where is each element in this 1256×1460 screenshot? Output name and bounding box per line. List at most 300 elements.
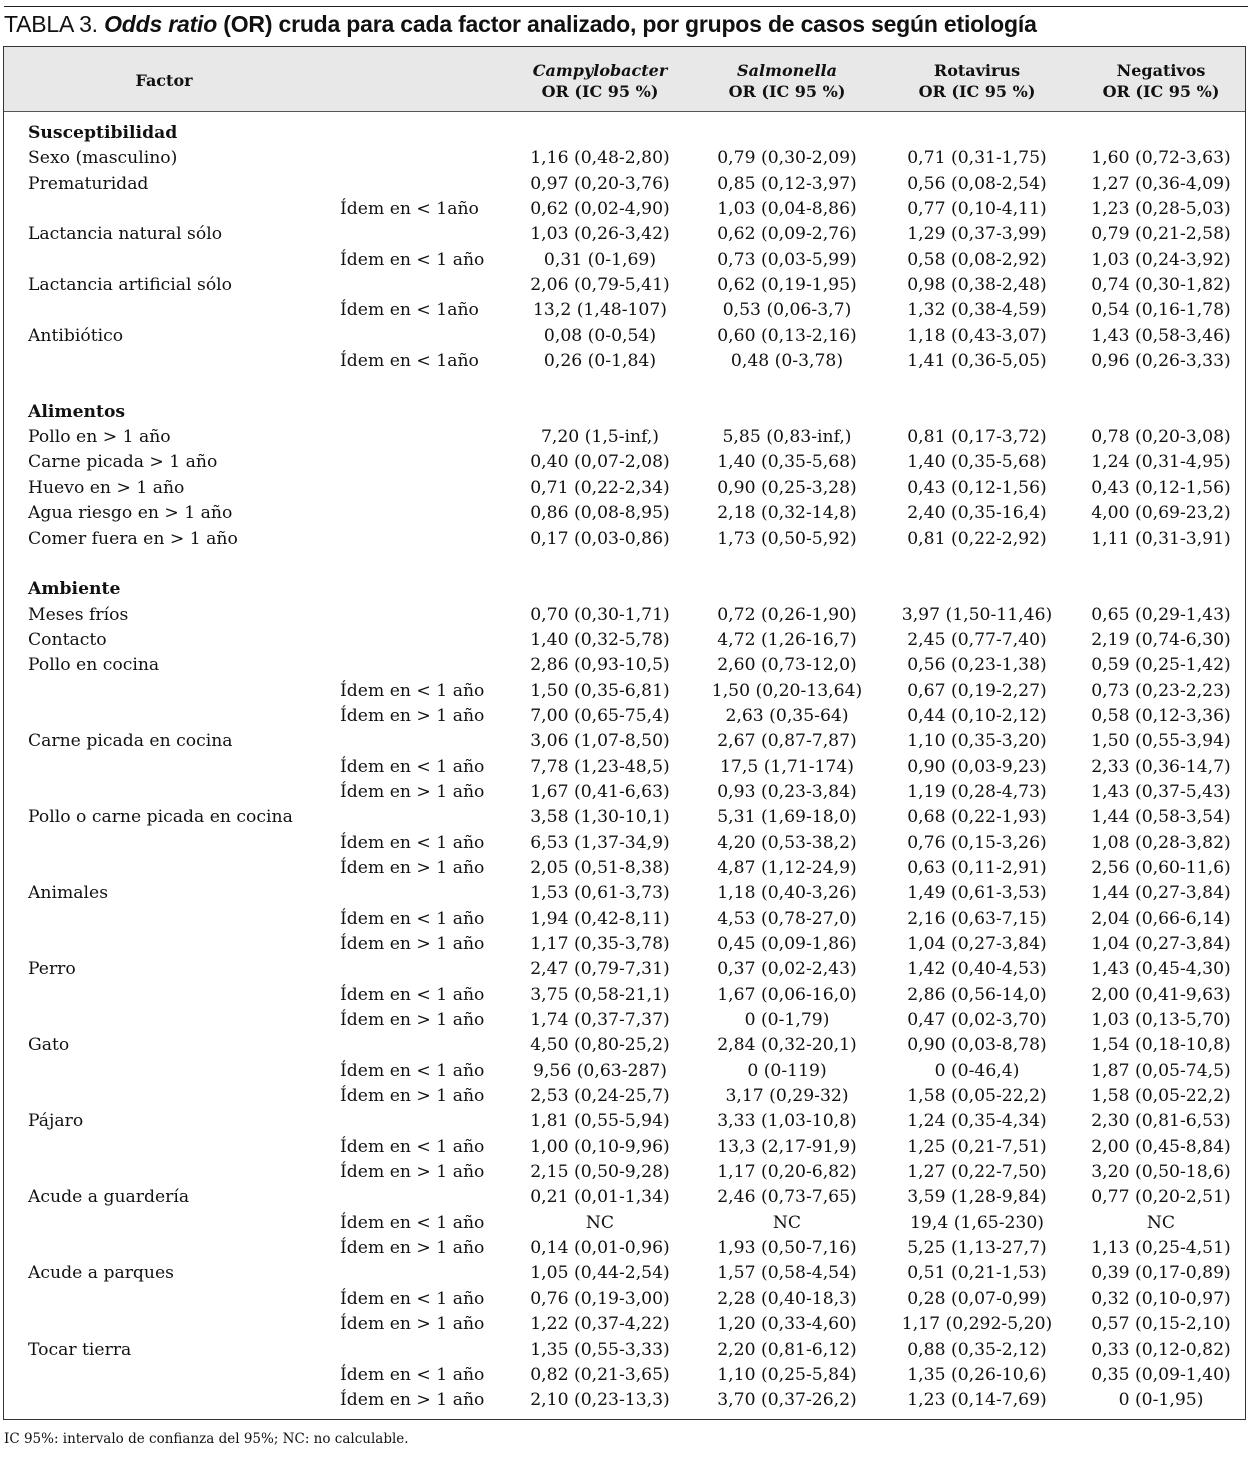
or-cell-rotavirus: 3,97 (1,50-11,46): [901, 604, 1053, 625]
header-col-name: Salmonella: [737, 61, 837, 80]
or-cell-rotavirus: 2,86 (0,56-14,0): [907, 984, 1047, 1005]
table-title: [4, 11, 1037, 38]
table-row: [4, 1261, 1245, 1286]
or-cell-negativos: 2,30 (0,81-6,53): [1091, 1111, 1231, 1132]
table-row: [4, 1312, 1245, 1337]
table-row: [4, 983, 1245, 1008]
or-cell-campylobacter: 3,06 (1,07-8,50): [530, 731, 670, 752]
or-cell-negativos: 1,44 (0,58-3,54): [1091, 807, 1231, 828]
table-row: [4, 679, 1245, 704]
or-cell-negativos: 0,96 (0,26-3,33): [1091, 351, 1231, 372]
or-cell-campylobacter: 2,86 (0,93-10,5): [530, 655, 670, 676]
table-label: TABLA 3.: [4, 11, 98, 37]
or-cell-campylobacter: 2,15 (0,50-9,28): [530, 1162, 670, 1183]
factor-cell: Carne picada en cocina: [28, 731, 233, 752]
or-cell-campylobacter: 1,50 (0,35-6,81): [530, 680, 670, 701]
or-cell-campylobacter: 2,10 (0,23-13,3): [530, 1390, 670, 1411]
or-cell-rotavirus: 0,56 (0,08-2,54): [907, 173, 1047, 194]
or-cell-salmonella: 3,70 (0,37-26,2): [717, 1390, 857, 1411]
or-cell-salmonella: 5,85 (0,83-inf,): [722, 427, 852, 448]
subgroup-cell: Ídem en > 1 año: [340, 1390, 485, 1411]
or-cell-negativos: 0,59 (0,25-1,42): [1091, 655, 1231, 676]
factor-cell: Huevo en > 1 año: [28, 477, 185, 498]
footnote: IC 95%: intervalo de confianza del 95%; NC: no calculable.: [4, 1431, 409, 1447]
or-cell-salmonella: 1,10 (0,25-5,84): [717, 1364, 857, 1385]
or-cell-rotavirus: 0,63 (0,11-2,91): [907, 857, 1047, 878]
table-row: [4, 1363, 1245, 1388]
table-row: [4, 1338, 1245, 1363]
subgroup-cell: Ídem en < 1 año: [340, 249, 485, 270]
or-cell-campylobacter: 1,03 (0,26-3,42): [530, 224, 670, 245]
or-cell-campylobacter: 1,67 (0,41-6,63): [530, 781, 670, 802]
table-row: [4, 1236, 1245, 1261]
table-row: [4, 146, 1245, 171]
or-cell-campylobacter: 0,26 (0-1,84): [543, 351, 657, 372]
or-cell-salmonella: 0,37 (0,02-2,43): [717, 959, 857, 980]
subgroup-cell: Ídem en > 1 año: [340, 1010, 485, 1031]
or-cell-salmonella: 0,62 (0,09-2,76): [717, 224, 857, 245]
or-cell-salmonella: 0,53 (0,06-3,7): [722, 300, 852, 321]
subgroup-cell: Ídem en < 1año: [340, 300, 479, 321]
subgroup-cell: Ídem en < 1 año: [340, 832, 485, 853]
subgroup-cell: Ídem en > 1 año: [340, 857, 485, 878]
or-cell-rotavirus: 0,58 (0,08-2,92): [907, 249, 1047, 270]
section-title: Ambiente: [28, 579, 121, 600]
table-row: [4, 805, 1245, 830]
table-row: [4, 729, 1245, 754]
header-or-label: OR (IC 95 %): [728, 82, 846, 101]
or-cell-salmonella: 4,20 (0,53-38,2): [717, 832, 857, 853]
or-cell-negativos: 1,24 (0,31-4,95): [1091, 452, 1231, 473]
or-cell-campylobacter: 1,40 (0,32-5,78): [530, 629, 670, 650]
or-cell-campylobacter: 1,53 (0,61-3,73): [530, 883, 670, 904]
subgroup-cell: Ídem en < 1 año: [340, 1060, 485, 1081]
factor-cell: Tocar tierra: [28, 1339, 132, 1360]
or-cell-negativos: 1,43 (0,45-4,30): [1091, 959, 1231, 980]
header-factor: Factor: [135, 71, 193, 90]
or-cell-salmonella: 1,20 (0,33-4,60): [717, 1314, 857, 1335]
or-cell-negativos: 1,43 (0,58-3,46): [1091, 325, 1231, 346]
table-header: [4, 47, 1245, 112]
or-cell-campylobacter: 2,53 (0,24-25,7): [530, 1086, 670, 1107]
or-cell-campylobacter: 7,00 (0,65-75,4): [530, 705, 670, 726]
subgroup-cell: Ídem en > 1 año: [340, 705, 485, 726]
or-cell-rotavirus: 1,40 (0,35-5,68): [907, 452, 1047, 473]
or-cell-campylobacter: 1,74 (0,37-7,37): [530, 1010, 670, 1031]
or-cell-salmonella: 2,84 (0,32-20,1): [717, 1035, 857, 1056]
or-cell-negativos: 2,19 (0,74-6,30): [1091, 629, 1231, 650]
subgroup-cell: Ídem en > 1 año: [340, 1314, 485, 1335]
or-cell-salmonella: 1,18 (0,40-3,26): [717, 883, 857, 904]
subgroup-cell: Ídem en < 1 año: [340, 908, 485, 929]
table-row: [4, 1211, 1245, 1236]
factor-cell: Acude a guardería: [28, 1187, 190, 1208]
or-cell-salmonella: 2,20 (0,81-6,12): [717, 1339, 857, 1360]
or-cell-rotavirus: 1,19 (0,28-4,73): [907, 781, 1047, 802]
or-cell-rotavirus: 1,24 (0,35-4,34): [907, 1111, 1047, 1132]
or-cell-salmonella: 5,31 (1,69-18,0): [717, 807, 857, 828]
factor-cell: Animales: [28, 883, 109, 904]
header-salmonella: [697, 60, 877, 102]
table-row: [4, 1185, 1245, 1210]
table-row: [4, 1160, 1245, 1185]
or-cell-salmonella: 1,17 (0,20-6,82): [717, 1162, 857, 1183]
or-cell-campylobacter: 2,47 (0,79-7,31): [530, 959, 670, 980]
or-cell-negativos: 2,04 (0,66-6,14): [1091, 908, 1231, 929]
or-cell-campylobacter: 0,62 (0,02-4,90): [530, 199, 670, 220]
or-cell-negativos: 1,27 (0,36-4,09): [1091, 173, 1231, 194]
subgroup-cell: Ídem en < 1año: [340, 199, 479, 220]
table-body: [4, 121, 1245, 1414]
section-title: Alimentos: [28, 401, 126, 422]
or-cell-rotavirus: 0,43 (0,12-1,56): [907, 477, 1047, 498]
or-cell-rotavirus: 0,90 (0,03-9,23): [907, 756, 1047, 777]
table-row: [4, 704, 1245, 729]
or-cell-salmonella: 0,85 (0,12-3,97): [717, 173, 857, 194]
subgroup-cell: Ídem en < 1 año: [340, 1212, 485, 1233]
table-row: [4, 349, 1245, 374]
or-cell-rotavirus: 0,68 (0,22-1,93): [907, 807, 1047, 828]
or-cell-negativos: 3,20 (0,50-18,6): [1091, 1162, 1231, 1183]
or-cell-salmonella: 2,18 (0,32-14,8): [717, 503, 857, 524]
table-row: [4, 501, 1245, 526]
factor-cell: Lactancia natural sólo: [28, 224, 223, 245]
or-cell-campylobacter: 7,78 (1,23-48,5): [530, 756, 670, 777]
or-cell-campylobacter: 4,50 (0,80-25,2): [530, 1035, 670, 1056]
or-cell-rotavirus: 19,4 (1,65-230): [909, 1212, 1045, 1233]
section-spacer: [4, 552, 1245, 577]
or-cell-rotavirus: 0,56 (0,23-1,38): [907, 655, 1047, 676]
or-cell-rotavirus: 2,45 (0,77-7,40): [907, 629, 1047, 650]
section-row: [4, 577, 1245, 602]
factor-cell: Comer fuera en > 1 año: [28, 528, 238, 549]
or-cell-campylobacter: 1,00 (0,10-9,96): [530, 1136, 670, 1157]
or-cell-salmonella: 0 (0-119): [747, 1060, 827, 1081]
header-rotavirus: [887, 60, 1067, 102]
factor-cell: Pájaro: [28, 1111, 84, 1132]
or-cell-rotavirus: 2,16 (0,63-7,15): [907, 908, 1047, 929]
or-cell-negativos: 1,43 (0,37-5,43): [1091, 781, 1231, 802]
or-cell-salmonella: 1,40 (0,35-5,68): [717, 452, 857, 473]
section-row: [4, 121, 1245, 146]
or-cell-rotavirus: 0,44 (0,10-2,12): [907, 705, 1047, 726]
or-cell-salmonella: 0,60 (0,13-2,16): [717, 325, 857, 346]
or-cell-campylobacter: 6,53 (1,37-34,9): [530, 832, 670, 853]
header-or-label: OR (IC 95 %): [1102, 82, 1220, 101]
table-row: [4, 248, 1245, 273]
header-or-label: OR (IC 95 %): [541, 82, 659, 101]
table-row: [4, 222, 1245, 247]
subgroup-cell: Ídem en > 1 año: [340, 1086, 485, 1107]
or-cell-negativos: 0,73 (0,23-2,23): [1091, 680, 1231, 701]
or-cell-campylobacter: 0,97 (0,20-3,76): [530, 173, 670, 194]
or-cell-rotavirus: 1,49 (0,61-3,53): [907, 883, 1047, 904]
or-cell-negativos: 0,32 (0,10-0,97): [1091, 1288, 1231, 1309]
table-row: [4, 628, 1245, 653]
or-cell-campylobacter: 13,2 (1,48-107): [532, 300, 668, 321]
header-or-label: OR (IC 95 %): [918, 82, 1036, 101]
or-cell-rotavirus: 0,81 (0,17-3,72): [907, 427, 1047, 448]
or-cell-negativos: 0,57 (0,15-2,10): [1091, 1314, 1231, 1335]
factor-cell: Lactancia artificial sólo: [28, 275, 233, 296]
table-row: [4, 831, 1245, 856]
or-cell-rotavirus: 1,27 (0,22-7,50): [907, 1162, 1047, 1183]
or-cell-negativos: 1,44 (0,27-3,84): [1091, 883, 1231, 904]
or-cell-salmonella: 4,53 (0,78-27,0): [717, 908, 857, 929]
header-campylobacter: [510, 60, 690, 102]
table-row: [4, 907, 1245, 932]
or-cell-rotavirus: 0,76 (0,15-3,26): [907, 832, 1047, 853]
or-cell-campylobacter: 0,70 (0,30-1,71): [530, 604, 670, 625]
or-cell-negativos: 1,04 (0,27-3,84): [1091, 934, 1231, 954]
section-spacer: [4, 374, 1245, 399]
table-row: [4, 1084, 1245, 1109]
or-cell-salmonella: 1,57 (0,58-4,54): [717, 1263, 857, 1284]
table-row: [4, 273, 1245, 298]
or-cell-salmonella: 13,3 (2,17-91,9): [717, 1136, 857, 1157]
subgroup-cell: Ídem en < 1 año: [340, 1136, 485, 1157]
factor-cell: Acude a parques: [28, 1263, 174, 1284]
or-cell-salmonella: 2,67 (0,87-7,87): [717, 731, 857, 752]
or-cell-rotavirus: 1,25 (0,21-7,51): [907, 1136, 1047, 1157]
or-cell-salmonella: 0,45 (0,09-1,86): [717, 934, 857, 954]
or-cell-salmonella: 0 (0-1,79): [744, 1010, 830, 1031]
or-cell-rotavirus: 0,81 (0,22-2,92): [907, 528, 1047, 549]
or-cell-salmonella: 1,67 (0,06-16,0): [717, 984, 857, 1005]
subgroup-cell: Ídem en < 1 año: [340, 1364, 485, 1385]
or-cell-campylobacter: 0,17 (0,03-0,86): [530, 528, 670, 549]
top-rule: [4, 6, 1248, 7]
factor-cell: Carne picada > 1 año: [28, 452, 218, 473]
or-cell-salmonella: 1,73 (0,50-5,92): [717, 528, 857, 549]
or-cell-campylobacter: 2,05 (0,51-8,38): [530, 857, 670, 878]
header-col-name: Campylobacter: [532, 61, 668, 80]
or-cell-rotavirus: 0,51 (0,21-1,53): [907, 1263, 1047, 1284]
section-row: [4, 400, 1245, 425]
factor-cell: Sexo (masculino): [28, 148, 178, 169]
table-frame: [3, 46, 1246, 1420]
or-cell-negativos: 0,54 (0,16-1,78): [1091, 300, 1231, 321]
factor-cell: Meses fríos: [28, 604, 129, 625]
or-cell-campylobacter: 1,94 (0,42-8,11): [530, 908, 670, 929]
or-cell-rotavirus: 0,98 (0,38-2,48): [907, 275, 1047, 296]
or-cell-rotavirus: 1,04 (0,27-3,84): [907, 934, 1047, 954]
or-cell-negativos: 0,77 (0,20-2,51): [1091, 1187, 1231, 1208]
or-cell-negativos: 0 (0-1,95): [1118, 1390, 1204, 1411]
or-cell-negativos: 4,00 (0,69-23,2): [1091, 503, 1231, 524]
or-cell-campylobacter: 1,05 (0,44-2,54): [530, 1263, 670, 1284]
or-cell-salmonella: 1,50 (0,20-13,64): [711, 680, 863, 701]
or-cell-campylobacter: 0,21 (0,01-1,34): [530, 1187, 670, 1208]
factor-cell: Perro: [28, 959, 76, 980]
or-cell-salmonella: 4,72 (1,26-16,7): [717, 629, 857, 650]
table-row: [4, 1008, 1245, 1033]
or-cell-negativos: 1,87 (0,05-74,5): [1091, 1060, 1231, 1081]
or-cell-campylobacter: 3,58 (1,30-10,1): [530, 807, 670, 828]
or-cell-salmonella: 2,60 (0,73-12,0): [717, 655, 857, 676]
table-row: [4, 1388, 1245, 1413]
factor-cell: Antibiótico: [28, 325, 124, 346]
subgroup-cell: Ídem en < 1 año: [340, 680, 485, 701]
or-cell-rotavirus: 0 (0-46,4): [934, 1060, 1020, 1081]
or-cell-salmonella: 1,93 (0,50-7,16): [717, 1238, 857, 1259]
or-cell-rotavirus: 0,88 (0,35-2,12): [907, 1339, 1047, 1360]
table-row: [4, 780, 1245, 805]
table-row: [4, 450, 1245, 475]
or-cell-salmonella: 0,79 (0,30-2,09): [717, 148, 857, 169]
factor-cell: Pollo en cocina: [28, 655, 160, 676]
or-cell-salmonella: 0,90 (0,25-3,28): [717, 477, 857, 498]
or-cell-negativos: 2,56 (0,60-11,6): [1091, 857, 1231, 878]
or-cell-rotavirus: 0,71 (0,31-1,75): [907, 148, 1047, 169]
or-cell-salmonella: 0,62 (0,19-1,95): [717, 275, 857, 296]
or-cell-campylobacter: 0,76 (0,19-3,00): [530, 1288, 670, 1309]
table-row: [4, 527, 1245, 552]
or-cell-rotavirus: 0,67 (0,19-2,27): [907, 680, 1047, 701]
table-row: [4, 653, 1245, 678]
table-row: [4, 755, 1245, 780]
or-cell-rotavirus: 0,77 (0,10-4,11): [907, 199, 1047, 220]
or-cell-rotavirus: 1,32 (0,38-4,59): [907, 300, 1047, 321]
header-negativos: [1071, 60, 1251, 102]
factor-cell: Gato: [28, 1035, 70, 1056]
or-cell-negativos: 0,65 (0,29-1,43): [1091, 604, 1231, 625]
or-cell-rotavirus: 1,42 (0,40-4,53): [907, 959, 1047, 980]
or-cell-campylobacter: NC: [585, 1212, 615, 1233]
or-cell-campylobacter: 1,22 (0,37-4,22): [530, 1314, 670, 1335]
title-emphasis: Odds ratio: [104, 11, 218, 37]
or-cell-negativos: 1,50 (0,55-3,94): [1091, 731, 1231, 752]
or-cell-campylobacter: 1,17 (0,35-3,78): [530, 934, 670, 954]
or-cell-negativos: 1,23 (0,28-5,03): [1091, 199, 1231, 220]
or-cell-negativos: 0,58 (0,12-3,36): [1091, 705, 1231, 726]
or-cell-salmonella: 2,28 (0,40-18,3): [717, 1288, 857, 1309]
or-cell-campylobacter: 0,31 (0-1,69): [543, 249, 657, 270]
or-cell-rotavirus: 1,10 (0,35-3,20): [907, 731, 1047, 752]
subgroup-cell: Ídem en > 1 año: [340, 934, 485, 954]
or-cell-rotavirus: 3,59 (1,28-9,84): [907, 1187, 1047, 1208]
or-cell-salmonella: 0,48 (0-3,78): [730, 351, 844, 372]
or-cell-salmonella: 2,46 (0,73-7,65): [717, 1187, 857, 1208]
table-row: [4, 881, 1245, 906]
or-cell-rotavirus: 1,23 (0,14-7,69): [907, 1390, 1047, 1411]
or-cell-rotavirus: 1,29 (0,37-3,99): [907, 224, 1047, 245]
factor-cell: Pollo en > 1 año: [28, 427, 171, 448]
or-cell-campylobacter: 1,16 (0,48-2,80): [530, 148, 670, 169]
or-cell-salmonella: 3,33 (1,03-10,8): [717, 1111, 857, 1132]
or-cell-negativos: 1,58 (0,05-22,2): [1091, 1086, 1231, 1107]
table-row: [4, 932, 1245, 957]
or-cell-negativos: 1,13 (0,25-4,51): [1091, 1238, 1231, 1259]
subgroup-cell: Ídem en > 1 año: [340, 1238, 485, 1259]
table-row: [4, 1033, 1245, 1058]
or-cell-negativos: 1,54 (0,18-10,8): [1091, 1035, 1231, 1056]
or-cell-salmonella: 0,73 (0,03-5,99): [717, 249, 857, 270]
or-cell-rotavirus: 1,41 (0,36-5,05): [907, 351, 1047, 372]
or-cell-negativos: 0,78 (0,20-3,08): [1091, 427, 1231, 448]
or-cell-campylobacter: 2,06 (0,79-5,41): [530, 275, 670, 296]
table-row: [4, 1287, 1245, 1312]
subgroup-cell: Ídem en < 1 año: [340, 756, 485, 777]
or-cell-rotavirus: 1,17 (0,292-5,20): [901, 1314, 1053, 1335]
or-cell-negativos: 1,03 (0,24-3,92): [1091, 249, 1231, 270]
or-cell-salmonella: NC: [772, 1212, 802, 1233]
or-cell-negativos: 0,35 (0,09-1,40): [1091, 1364, 1231, 1385]
or-cell-campylobacter: 7,20 (1,5-inf,): [540, 427, 660, 448]
header-col-name: Negativos: [1116, 61, 1206, 80]
or-cell-negativos: 0,74 (0,30-1,82): [1091, 275, 1231, 296]
subgroup-cell: Ídem en > 1 año: [340, 1162, 485, 1183]
subgroup-cell: Ídem en > 1 año: [340, 781, 485, 802]
header-col-name: Rotavirus: [933, 61, 1021, 80]
subgroup-cell: Ídem en < 1año: [340, 351, 479, 372]
or-cell-campylobacter: 0,71 (0,22-2,34): [530, 477, 670, 498]
table-row: [4, 1135, 1245, 1160]
table-row: [4, 197, 1245, 222]
or-cell-rotavirus: 2,40 (0,35-16,4): [907, 503, 1047, 524]
or-cell-campylobacter: 0,86 (0,08-8,95): [530, 503, 670, 524]
or-cell-salmonella: 0,72 (0,26-1,90): [717, 604, 857, 625]
or-cell-rotavirus: 5,25 (1,13-27,7): [907, 1238, 1047, 1259]
table-row: [4, 425, 1245, 450]
or-cell-campylobacter: 0,40 (0,07-2,08): [530, 452, 670, 473]
or-cell-negativos: 0,39 (0,17-0,89): [1091, 1263, 1231, 1284]
or-cell-negativos: NC: [1146, 1212, 1176, 1233]
table-row: [4, 957, 1245, 982]
section-title: Susceptibilidad: [28, 123, 178, 143]
or-cell-salmonella: 1,03 (0,04-8,86): [717, 199, 857, 220]
or-cell-campylobacter: 3,75 (0,58-21,1): [530, 984, 670, 1005]
factor-cell: Contacto: [28, 629, 107, 650]
factor-cell: Prematuridad: [28, 173, 149, 194]
or-cell-negativos: 0,79 (0,21-2,58): [1091, 224, 1231, 245]
table-row: [4, 476, 1245, 501]
or-cell-negativos: 1,11 (0,31-3,91): [1091, 528, 1231, 549]
or-cell-salmonella: 3,17 (0,29-32): [725, 1086, 849, 1107]
or-cell-salmonella: 0,93 (0,23-3,84): [717, 781, 857, 802]
title-text: (OR) cruda para cada factor analizado, por grupos de casos según etiología: [223, 11, 1037, 37]
table-row: [4, 298, 1245, 323]
or-cell-rotavirus: 1,58 (0,05-22,2): [907, 1086, 1047, 1107]
or-cell-salmonella: 2,63 (0,35-64): [725, 705, 849, 726]
table-row: [4, 324, 1245, 349]
or-cell-rotavirus: 0,28 (0,07-0,99): [907, 1288, 1047, 1309]
or-cell-salmonella: 4,87 (1,12-24,9): [717, 857, 857, 878]
table-row: [4, 1059, 1245, 1084]
factor-cell: Agua riesgo en > 1 año: [28, 503, 233, 524]
table-row: [4, 856, 1245, 881]
table-row: [4, 1109, 1245, 1134]
or-cell-negativos: 2,00 (0,41-9,63): [1091, 984, 1231, 1005]
or-cell-negativos: 2,00 (0,45-8,84): [1091, 1136, 1231, 1157]
or-cell-negativos: 1,60 (0,72-3,63): [1091, 148, 1231, 169]
or-cell-campylobacter: 0,14 (0,01-0,96): [530, 1238, 670, 1259]
or-cell-campylobacter: 0,08 (0-0,54): [543, 325, 657, 346]
or-cell-rotavirus: 1,18 (0,43-3,07): [907, 325, 1047, 346]
table-row: [4, 172, 1245, 197]
or-cell-salmonella: 17,5 (1,71-174): [719, 756, 855, 777]
or-cell-rotavirus: 0,90 (0,03-8,78): [907, 1035, 1047, 1056]
subgroup-cell: Ídem en < 1 año: [340, 1288, 485, 1309]
or-cell-rotavirus: 1,35 (0,26-10,6): [907, 1364, 1047, 1385]
table-row: [4, 603, 1245, 628]
or-cell-campylobacter: 9,56 (0,63-287): [532, 1060, 668, 1081]
factor-cell: Pollo o carne picada en cocina: [28, 807, 293, 828]
or-cell-campylobacter: 1,35 (0,55-3,33): [530, 1339, 670, 1360]
or-cell-campylobacter: 1,81 (0,55-5,94): [530, 1111, 670, 1132]
or-cell-rotavirus: 0,47 (0,02-3,70): [907, 1010, 1047, 1031]
or-cell-campylobacter: 0,82 (0,21-3,65): [530, 1364, 670, 1385]
